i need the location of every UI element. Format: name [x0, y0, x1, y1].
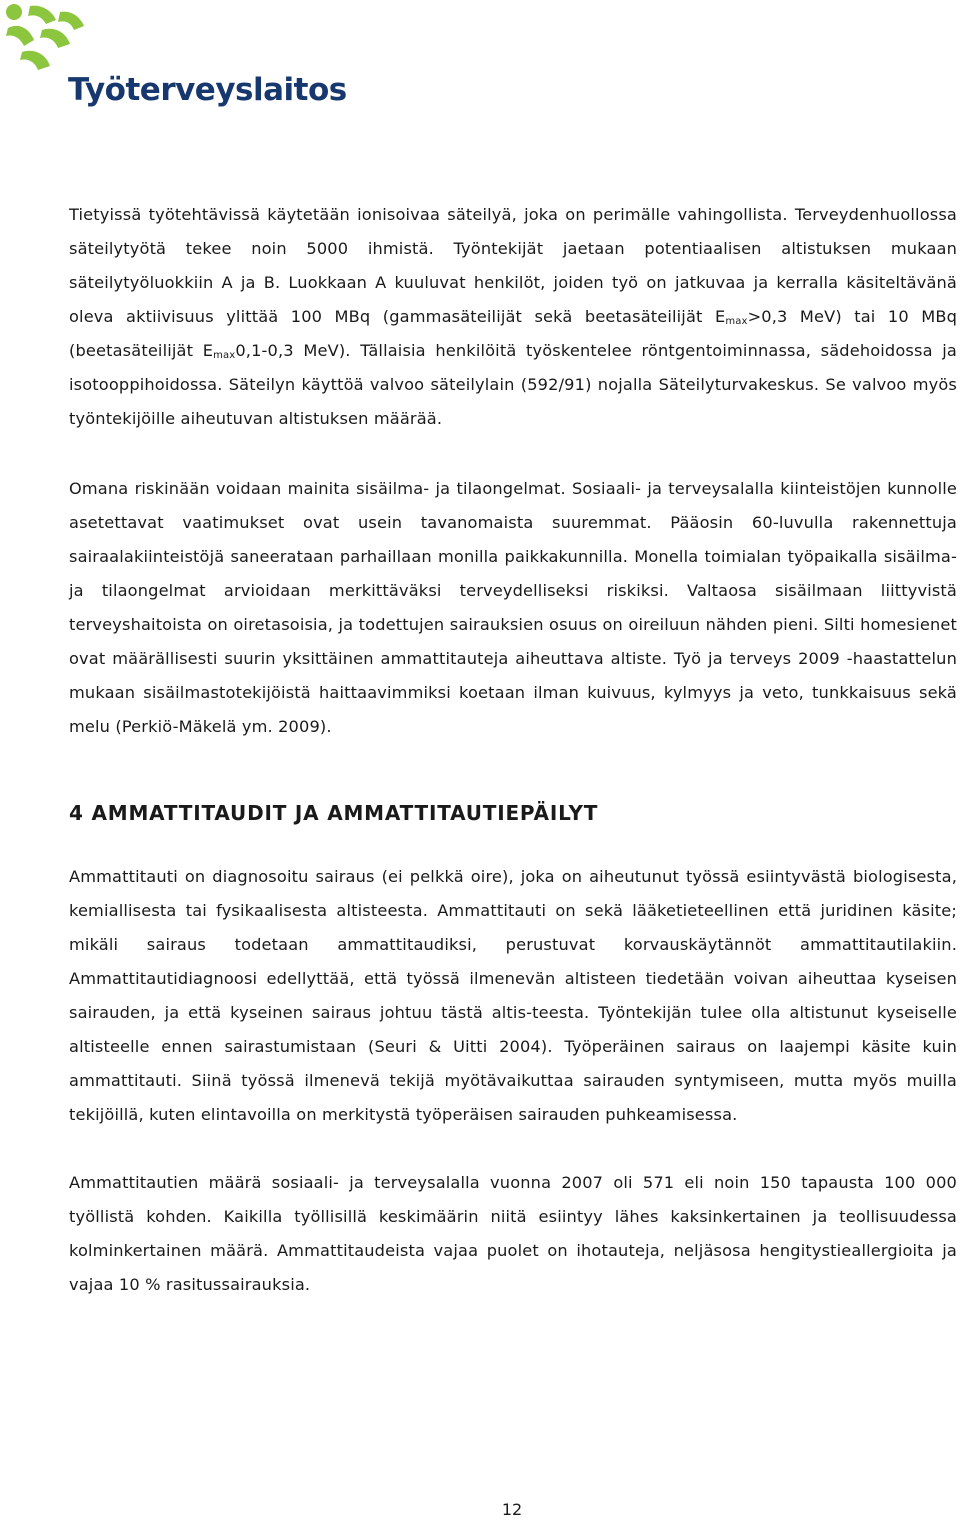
subscript-max-2: max	[213, 350, 236, 361]
logo	[0, 0, 347, 120]
section-heading: 4 AMMATTITAUDIT JA AMMATTITAUTIEPÄILYT	[69, 801, 599, 825]
document-body	[69, 198, 957, 1302]
subscript-max-1: max	[725, 316, 748, 327]
paragraph-radiation	[69, 198, 957, 436]
paragraph-indoor-air: Omana riskinään voidaan mainita sisäilma- ja tilaongelmat. Sosiaali- ja terveysalalla kiinteistöjen kunnolle asetettavat vaatimukset ovat usein tavanomaista suuremmat. Pääosin 60-luvulla rakennettuja sairaalakiinteistöjä saneerataan parhaillaan monilla paikkakunnilla. Monella toimialan työpaikalla sisäilma- ja tilaongelmat arvioidaan merkittäväksi terveydelliseksi riskiksi. Valtaosa sisäilmaan liittyvistä terveyshaitoista on oiretasoisia, ja todettujen sairauksien osuus on oireiluun nähden pieni. Silti homesienet ovat määrällisesti suurin yksittäinen ammattitauteja aiheuttava altiste. Työ ja terveys 2009 -haastattelun mukaan sisäilmastotekijöistä haittaavimmiksi koetaan ilman kuivuus, kylmyys ja veto, tunkkaisuus sekä melu (Perkiö-Mäkelä ym. 2009).	[69, 479, 957, 736]
logo-text: Työterveyslaitos	[68, 72, 347, 108]
paragraph-occupational-disease: Ammattitauti on diagnosoitu sairaus (ei pelkkä oire), joka on aiheutunut työssä esiintyvästä biologisesta, kemiallisesta tai fysikaalisesta altisteesta. Ammattitauti on sekä lääketieteellinen että juridinen käsite; mikäli sairaus todetaan ammattitaudiksi, perustuvat korvauskäytännöt ammattitautilakiin. Ammattitautidiagnoosi edellyttää, että työssä ilmenevän altisteen tiedetään voivan aiheuttaa kyseisen sairauden, ja että kyseinen sairaus johtuu tästä altis-teesta. Työntekijän tulee olla altistunut kyseiselle altisteelle ennen sairastumistaan (Seuri & Uitti 2004). Työperäinen sairaus on laajempi käsite kuin ammattitauti. Siinä työssä ilmenevä tekijä myötävaikuttaa sairauden syntymiseen, mutta myös muilla tekijöillä, kuten elintavoilla on merkitystä työperäisen sairauden puhkeamisessa.	[69, 867, 957, 1124]
paragraph-radiation-text-a: Tietyissä työtehtävissä käytetään ionisoivaa säteilyä, joka on perimälle vahingollista. Terveydenhuollossa säteilytyötä tekee noin 5000 ihmistä. Työntekijät jaetaan potentiaalisen altistuksen mukaan säteilytyöluokkiin A ja B. Luokkaan A kuuluvat henkilöt, joiden työ on jatkuvaa ja kerralla käsiteltävänä oleva aktiivisuus ylittää 100 MBq (gammasäteilijät sekä beetasäteilijät E	[69, 205, 957, 326]
paragraph-radiation-text-c: 0,1-0,3 MeV). Tällaisia henkilöitä työskentelee röntgentoiminnassa, sädehoidossa ja isotooppihoidossa. Säteilyn käyttöä valvoo säteilylain (592/91) nojalla Säteilyturvakeskus. Se valvoo myös työntekijöille aiheutuvan altistuksen määrää.	[69, 341, 957, 428]
logo-mark-icon	[0, 0, 92, 76]
paragraph-radiation-text-b: >0,3 MeV) tai 10 MBq (beetasäteilijät E	[69, 307, 957, 360]
page-number: 12	[501, 1500, 523, 1519]
paragraph-statistics: Ammattitautien määrä sosiaali- ja terveysalalla vuonna 2007 oli 571 eli noin 150 tapausta 100 000 työllistä kohden. Kaikilla työllisillä keskimäärin niitä esiintyy lähes kaksinkertainen ja teollisuudessa kolminkertainen määrä. Ammattitaudeista vajaa puolet on ihotauteja, neljäsosa hengitystieallergioita ja vajaa 10 % rasitussairauksia.	[69, 1173, 957, 1294]
